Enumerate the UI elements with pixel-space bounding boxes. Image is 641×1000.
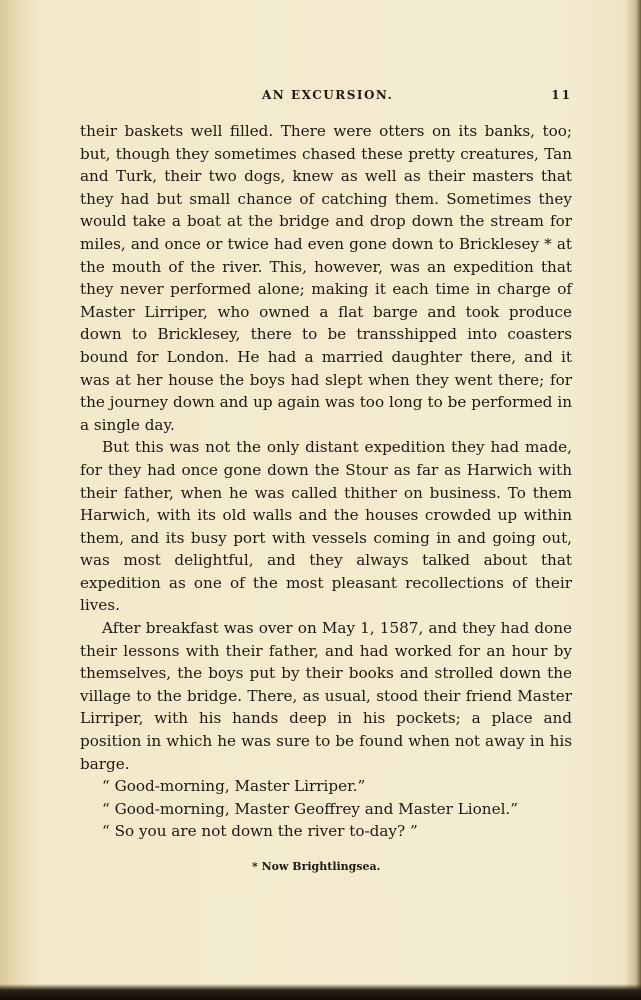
- paragraph-3: After breakfast was over on May 1, 1587, and they had done their lessons with their father, and had worked for an hour by themselves, the boys put by their books and strolled down the village to the bridge. There, as usual, stood their friend Master Lirriper, with his hands deep in his pockets; a place and position in which he was sure to be found when not away in his barge.: [80, 619, 572, 773]
- paragraph-2: But this was not the only distant expedition they had made, for they had once gone down the Stour as far as Harwich with their father, when he was called thither on business. To them Harwich, with its old walls and the houses crowded up within them, and its busy port with vessels coming in and going out, was most delightful, and they always talked about that expedition as one of the most pleasant recollections of their lives.: [80, 438, 572, 615]
- body-text: [80, 120, 572, 843]
- footnote: * Now Brightlingsea.: [252, 860, 381, 873]
- chapter-title: AN EXCURSION.: [262, 88, 394, 102]
- page-bottom-shadow: [0, 984, 641, 1000]
- running-header: [82, 88, 572, 106]
- dialogue-line-1: “ Good-morning, Master Lirriper.”: [102, 777, 366, 796]
- page-number: 11: [551, 88, 572, 102]
- dialogue-line-2: “ Good-morning, Master Geoffrey and Master Lionel.”: [102, 799, 519, 818]
- dialogue-line-3: “ So you are not down the river to-day? ”: [102, 822, 418, 841]
- facing-page-bleed: [0, 98, 22, 878]
- paragraph-1: their baskets well filled. There were otters on its banks, too; but, though they sometimes chased these pretty creatures, Tan and Turk, their two dogs, knew as well as their masters that they had but small chance of catching them. Sometimes they would take a boat at the bridge and drop down the stream for miles, and once or twice had even gone down to Bricklesey * at the mouth of the river. This, however, was an expedition that they never performed alone; making it each time in charge of Master Lirriper, who owned a flat barge and took produce down to Bricklesey, there to be transshipped into coasters bound for London. He had a married daughter there, and it was at her house the boys had slept when they went there; for the journey down and up again was too long to be performed in a single day.: [80, 122, 572, 434]
